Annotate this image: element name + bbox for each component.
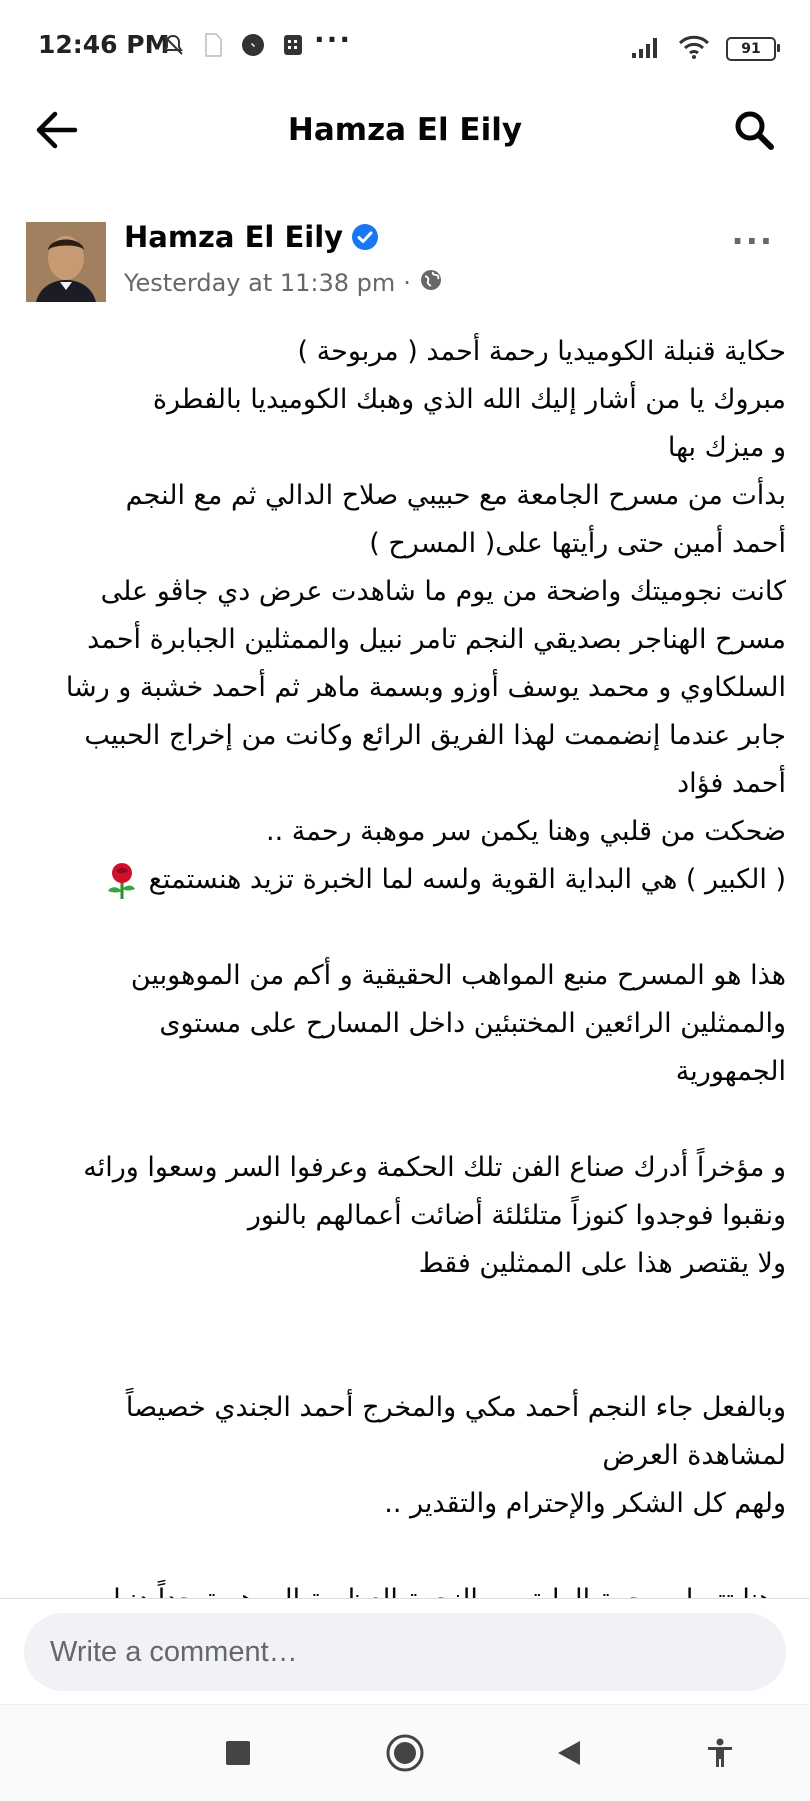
post-text-line: حكاية قنبلة الكوميديا رحمة أحمد ( مربوحة ): [297, 336, 786, 367]
post-text-line: ضحكت من قلبي وهنا يكمن سر موهبة رحمة ..: [266, 816, 786, 847]
paragraph-gap: [40, 1288, 786, 1336]
battery-icon: 91: [726, 37, 776, 61]
post-text-line: مسرح الهناجر بصديقي النجم تامر نبيل والممثلين الجبابرة أحمد: [87, 624, 786, 655]
post-text-line: بدأت من مسرح الجامعة مع حبيبي صلاح الدالي ثم مع النجم: [125, 480, 786, 511]
comment-bar: [0, 1598, 810, 1705]
post-text-line: ونقبوا فوجدوا كنوزاً متلئلئة أضائت أعمالهم بالنور: [247, 1200, 786, 1231]
home-button[interactable]: [379, 1727, 431, 1779]
post-text-line: والممثلين الرائعين المختبئين داخل المسارح على مستوى: [159, 1008, 786, 1039]
notification-icon: [280, 32, 306, 58]
search-button[interactable]: [728, 106, 780, 154]
signal-icon: [630, 35, 662, 63]
post-author-row: [124, 220, 379, 254]
post-options-button[interactable]: ···: [731, 222, 774, 260]
verified-badge-icon: [351, 223, 379, 251]
globe-icon: [419, 268, 443, 298]
post-author-name[interactable]: Hamza El Eily: [124, 220, 344, 254]
post-text-line: السلكاوي و محمد يوسف أوزو وبسمة ماهر ثم أحمد خشبة و رشا: [65, 672, 786, 703]
recents-button[interactable]: [212, 1727, 264, 1779]
post-text-line: ولهم كل الشكر والإحترام والتقدير ..: [384, 1488, 786, 1519]
wifi-icon: [678, 34, 710, 64]
post-text-line: أحمد أمين حتى رأيتها على( المسرح ): [369, 528, 786, 559]
post-body: [40, 328, 786, 1590]
accessibility-icon: [704, 1737, 736, 1769]
paragraph-gap: [40, 1336, 786, 1384]
messenger-icon: [240, 32, 266, 58]
post-text-line: لمشاهدة العرض: [602, 1440, 786, 1471]
search-icon: [732, 108, 776, 152]
post-text-line: ولا يقتصر هذا على الممثلين فقط: [418, 1248, 786, 1279]
post-text-line: كانت نجوميتك واضحة من يوم ما شاهدت عرض دي جاڤو على: [100, 576, 786, 607]
post-text-line: و مؤخراً أدرك صناع الفن تلك الحكمة وعرفوا السر وسعوا ورائه: [83, 1152, 786, 1183]
paragraph-gap: [40, 904, 786, 952]
back-nav-button[interactable]: [543, 1727, 595, 1779]
sim-icon: [200, 32, 226, 58]
more-dots-icon: ···: [314, 22, 352, 56]
accessibility-button[interactable]: [694, 1727, 746, 1779]
post-text-line: الجمهورية: [675, 1056, 786, 1087]
post-text-line: جابر عندما إنضممت لهذا الفريق الرائع وكانت من إخراج الحبيب: [84, 720, 786, 751]
comment-input[interactable]: [24, 1613, 786, 1691]
post-text-line: مبروك يا من أشار إليك الله الذي وهبك الكوميديا بالفطرة: [152, 384, 786, 415]
post-text-line: هذا هو المسرح منبع المواهب الحقيقية و أكم من الموهوبين: [130, 960, 786, 991]
post-text-line: و ميزك بها: [667, 432, 786, 463]
meta-separator: ·: [403, 269, 411, 297]
post-text-line: أحمد فؤاد: [677, 768, 786, 799]
post-timestamp[interactable]: Yesterday at 11:38 pm: [124, 269, 396, 297]
recents-square-icon: [224, 1739, 252, 1767]
system-nav-bar: [0, 1704, 810, 1801]
status-bar: [0, 0, 810, 96]
post-text-line: ( الكبير ) هي البداية القوية ولسه لما الخبرة تزيد هنستمتع: [40, 856, 786, 904]
home-circle-icon: [385, 1733, 425, 1773]
post-text-line: وبالفعل جاء النجم أحمد مكي والمخرج أحمد الجندي خصيصاً: [125, 1392, 786, 1423]
page-title: Hamza El Eily: [287, 112, 523, 148]
status-system-icons: [630, 34, 776, 64]
paragraph-gap: [40, 1528, 786, 1576]
avatar[interactable]: [26, 222, 106, 302]
status-notification-icons: [160, 22, 352, 58]
paragraph-gap: [40, 1096, 786, 1144]
top-app-bar: [0, 96, 810, 166]
post-meta: [124, 268, 443, 298]
mute-icon: [160, 32, 186, 58]
back-triangle-icon: [554, 1738, 584, 1768]
status-time: 12:46 PM: [38, 30, 170, 59]
rose-icon: [104, 861, 140, 901]
